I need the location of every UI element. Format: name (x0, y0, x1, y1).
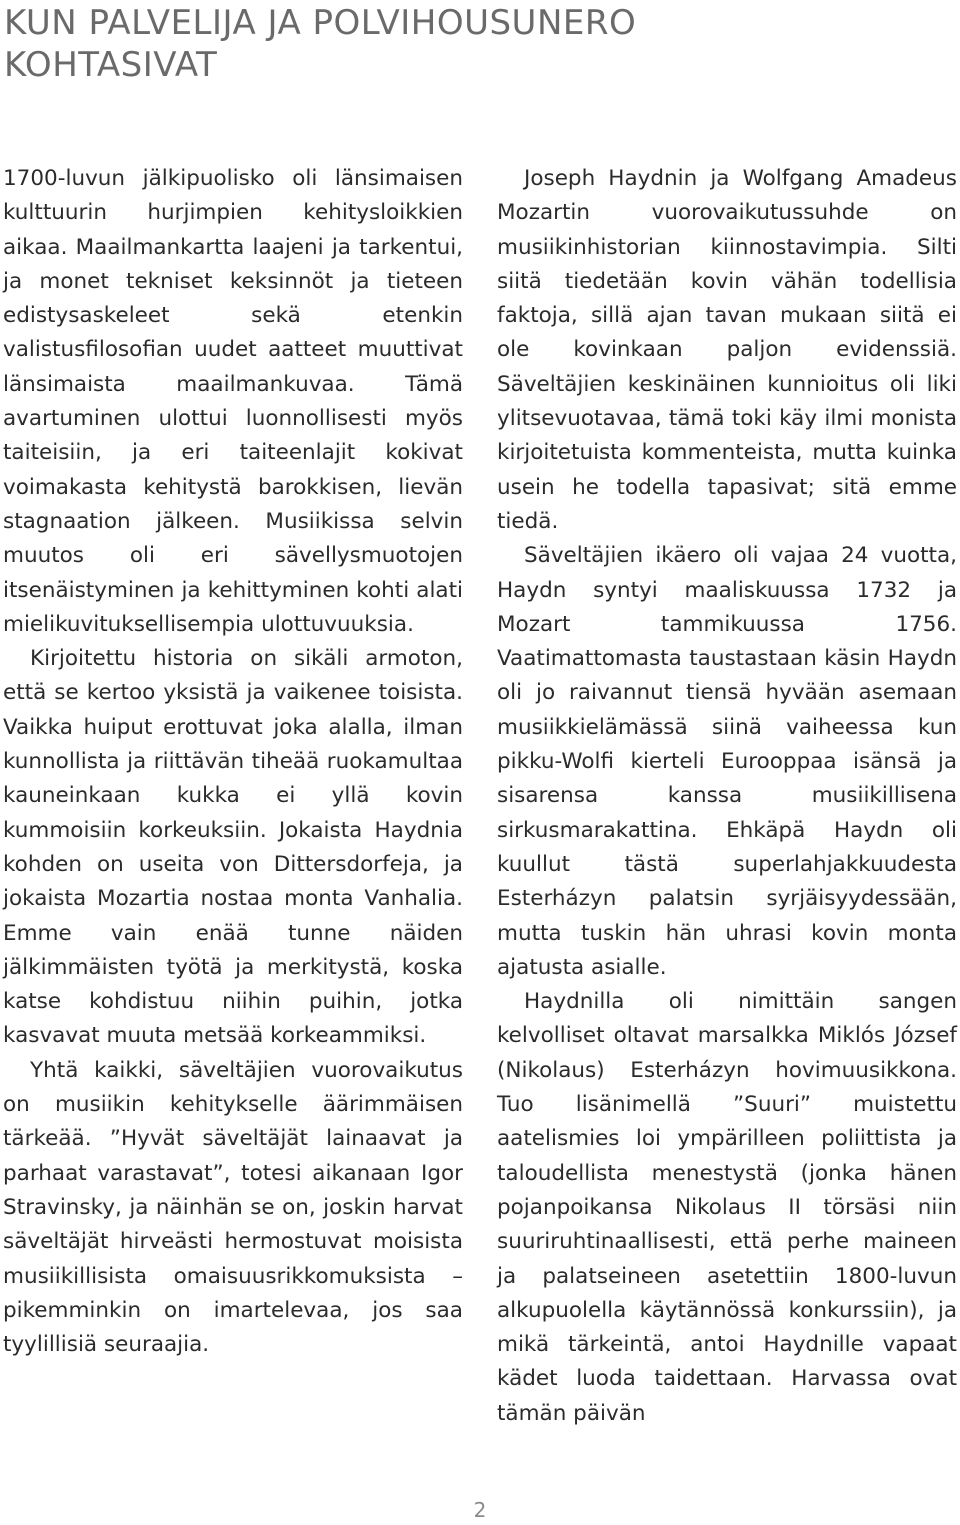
page-title (4, 2, 904, 86)
left-column (3, 162, 463, 1362)
right-column (497, 162, 957, 1431)
right-paragraph-2: Säveltäjien ikäero oli vajaa 24 vuotta, Haydn syntyi maaliskuussa 1732 ja Mozart tammikuussa 1756. Vaatimattomasta taustastaan käsin Haydn oli jo raivannut tiensä hyvään asemaan musiikkielämässä siinä vaiheessa kun pikku-Wolfi kierteli Eurooppaa isänsä ja sisarensa kanssa musiikillisena sirkusmarakattina. Ehkäpä Haydn oli kuullut tästä superlahjakkuudesta Esterházyn palatsin syrjäisyydessään, mutta tuskin hän uhrasi kovin monta ajatusta asialle. (497, 543, 957, 980)
right-paragraph-3: Haydnilla oli nimittäin sangen kelvolliset oltavat marsalkka Miklós József (Nikolaus) Esterházyn hovimuusikkona. Tuo lisänimellä ”Suuri” muistettu aatelismies loi ympärilleen poliittista ja taloudellista menestystä (jonka hänen pojanpoikansa Nikolaus II törsäsi niin suuriruhtinaallisesti, että perhe maineen ja palatseineen asetettiin 1800-luvun alkupuolella käytännössä konkurssiin), ja mikä tärkeintä, antoi Haydnille vapaat kädet luoda taidettaan. Harvassa ovat tämän päivän (497, 989, 957, 1426)
left-paragraph-3: Yhtä kaikki, säveltäjien vuorovaikutus on musiikin kehitykselle äärimmäisen tärkeää. ”Hyvät säveltäjät lainaavat ja parhaat varastavat”, totesi aikanaan Igor Stravinsky, ja näinhän se on, joskin harvat säveltäjät hirveästi hermostuvat moisista musiikillisista omaisuusrikkomuksista – pikemminkin on imartelevaa, jos saa tyylillisiä seuraajia. (3, 1057, 463, 1358)
right-paragraph-1: Joseph Haydnin ja Wolfgang Amadeus Mozartin vuorovaikutussuhde on musiikinhistorian kiinnostavimpia. Silti siitä tiedetään kovin vähän todellisia faktoja, sillä ajan tavan mukaan siitä ei ole kovinkaan paljon evidenssiä. Säveltäjien keskinäinen kunnioitus oli liki ylitsevuotavaa, tämä toki käy ilmi monista kirjoitetuista kommenteista, mutta kuinka usein he todella tapasivat; sitä emme tiedä. (497, 166, 957, 534)
title-line-1: KUN PALVELIJA JA POLVIHOUSUNERO (4, 3, 637, 43)
page-number: 2 (473, 1498, 487, 1522)
left-paragraph-2: Kirjoitettu historia on sikäli armoton, että se kertoo yksistä ja vaikenee toisista. Vaikka huiput erottuvat joka alalla, ilman kunnollista ja riittävän tiheää ruokamultaa kauneinkaan kukka ei yllä kovin kummoisiin korkeuksiin. Jokaista Haydnia kohden on useita von Dittersdorfeja, ja jokaista Mozartia nostaa monta Vanhalia. Emme vain enää tunne näiden jälkimmäisten työtä ja merkitystä, koska katse kohdistuu niihin puihin, jotka kasvavat muuta metsää korkeammiksi. (3, 646, 463, 1049)
title-line-2: KOHTASIVAT (4, 45, 218, 85)
left-paragraph-1: 1700-luvun jälkipuolisko oli länsimaisen kulttuurin hurjimpien kehitysloikkien aikaa. Maailmankartta laajeni ja tarkentui, ja monet tekniset keksinnöt ja tieteen edistysaskeleet sekä etenkin valistusfilosofian uudet aatteet muuttivat länsimaista maailmankuvaa. Tämä avartuminen ulottui luonnollisesti myös taiteisiin, ja eri taiteenlajit kokivat voimakasta kehitystä barokkisen, lievän stagnaation jälkeen. Musiikissa selvin muutos oli eri sävellysmuotojen itsenäistyminen ja kehittyminen kohti alati mielikuvituksellisempia ulottuvuuksia. (3, 166, 463, 637)
